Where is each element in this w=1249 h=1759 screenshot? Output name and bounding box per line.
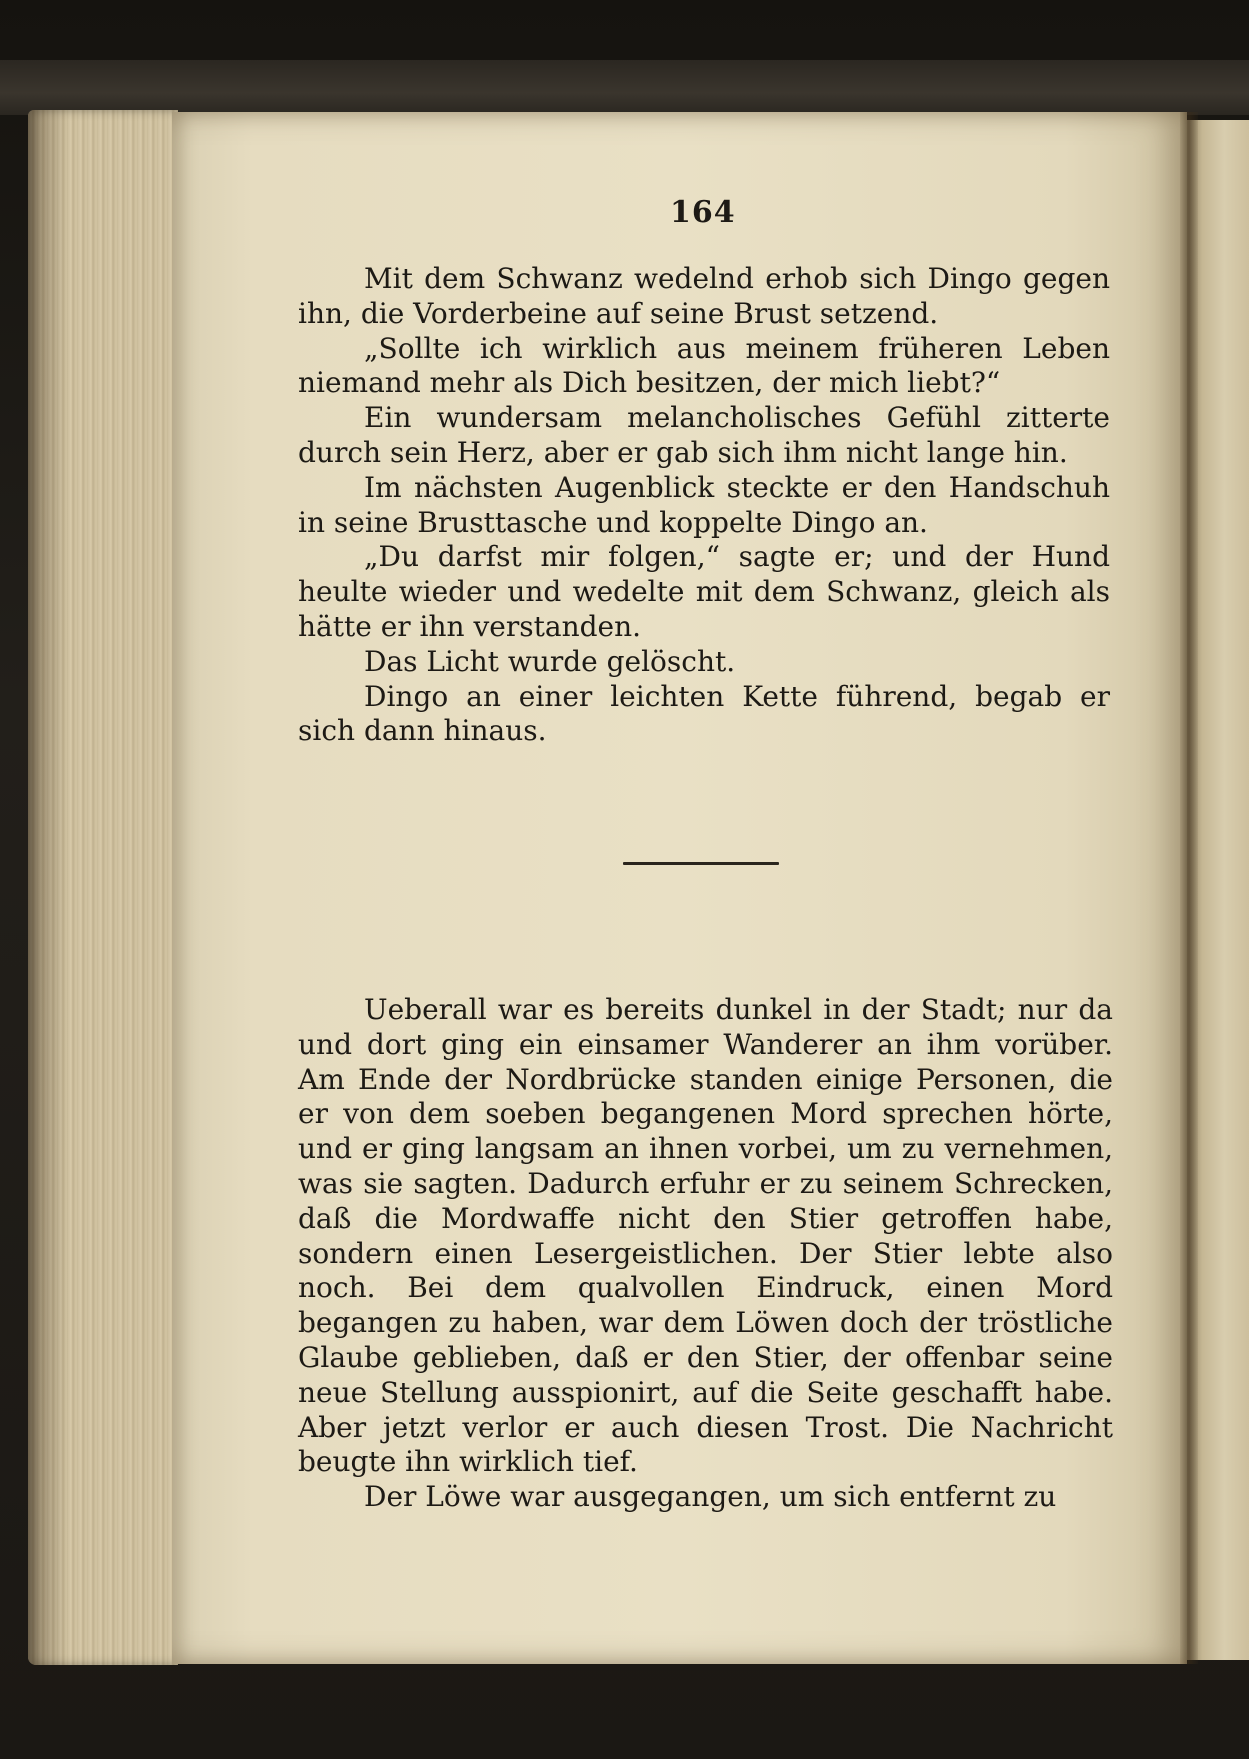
paragraph: Dingo an einer leichten Kette führend, begab er sich dann hinaus. [298, 679, 1110, 748]
section-divider-rule [623, 862, 779, 865]
paragraph: Mit dem Schwanz wedelnd erhob sich Dingo gegen ihn, die Vorderbeine auf seine Brust setzend. [298, 262, 1110, 330]
text-section-2 [298, 993, 1113, 1515]
paragraph: Im nächsten Augenblick steckte er den Handschuh in seine Brusttasche und koppelte Dingo an. [298, 470, 1110, 539]
paragraph: Das Licht wurde gelöscht. [364, 644, 736, 678]
page-stack-shadow [28, 110, 68, 1665]
paragraph: Ueberall war es bereits dunkel in der Stadt; nur da und dort ging ein einsamer Wanderer an ihm vorüber. Am Ende der Nordbrücke standen einige Personen, die er von dem soeben begangenen Mord sprechen hörte, und er ging langsam an ihnen vorbei, um zu vernehmen, was sie sagten. Dadurch erfuhr er zu seinem Schrecken, daß die Mordwaffe nicht den Stier getroffen habe, sondern einen Lesergeistlichen. Der Stier lebte also noch. Bei dem qualvollen Eindruck, einen Mord begangen zu haben, war dem Löwen doch der tröstliche Glaube geblieben, daß er den Stier, der offenbar seine neue Stellung ausspionirt, auf die Seite geschafft habe. Aber jetzt verlor er auch diesen Trost. Die Nachricht beugte ihn wirklich tief. [298, 993, 1113, 1479]
paragraph: Ein wundersam melancholisches Gefühl zitterte durch sein Herz, aber er gab sich ihm nicht lange hin. [298, 401, 1110, 469]
page-number: 164 [670, 195, 736, 230]
book-cover-top-edge [0, 60, 1249, 115]
book-gutter [1180, 112, 1198, 1664]
paragraph: Der Löwe war ausgegangen, um sich entfernt zu [364, 1480, 1057, 1514]
paragraph: „Du darfst mir folgen,“ sagte er; und der Hund heulte wieder und wedelte mit dem Schwanz, gleich als hätte er ihn verstanden. [298, 540, 1110, 643]
paragraph: „Sollte ich wirklich aus meinem früheren Leben niemand mehr als Dich besitzen, der mich liebt?“ [298, 331, 1110, 400]
text-section-1 [298, 262, 1110, 749]
